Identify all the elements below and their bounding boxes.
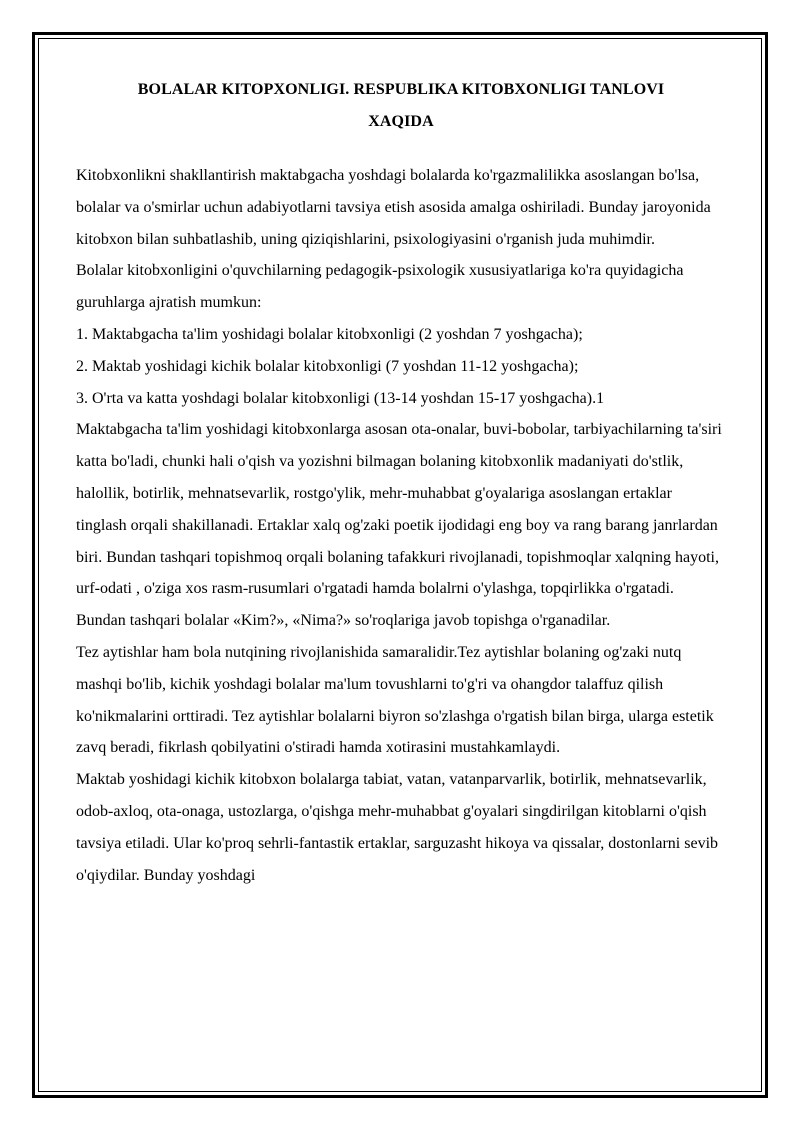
list-item: 3. O'rta va katta yoshdagi bolalar kitobxonligi (13-14 yoshdan 15-17 yoshgacha).1 — [76, 389, 605, 407]
paragraph: Bolalar kitobxonligini o'quvchilarning pedagogik-psixologik xususiyatlariga ko'ra quyidagicha guruhlarga ajratish mumkun: — [76, 262, 684, 312]
title-line-1: BOLALAR KITOPXONLIGI. RESPUBLIKA KITOBXONLIGI TANLOVI — [137, 81, 665, 98]
paragraph: Maktab yoshidagi kichik kitobxon bolalarga tabiat, vatan, vatanparvarlik, botirlik, mehnatsevarlik, odob-axloq, ota-onaga, ustozlarga, o'qishga mehr-muhabbat g'oyalari singdirilgan kitoblarni o'qish tavsiya etiladi. Ular ko'proq sehrli-fantastik ertaklar, sarguzasht hikoya va qissalar, dostonlarni sevib o'qiydilar. Bunday yoshdagi — [76, 771, 719, 884]
list-item: 2. Maktab yoshidagi kichik bolalar kitobxonligi (7 yoshdan 11-12 yoshgacha); — [76, 357, 579, 375]
paragraph: Tez aytishlar ham bola nutqining rivojlanishida samaralidir.Tez aytishlar bolaning og'zaki nutq mashqi bo'lib, kichik yoshdagi bolalar ma'lum tovushlarni to'g'ri va ohangdor talaffuz qilish ko'nikmalarini orttiradi. Tez aytishlar bolalarni biyron so'zlashga o'rgatish bilan birga, ularga estetik zavq beradi, fikrlash qobilyatini o'stiradi hamda xotirasini mustahkamlaydi. — [76, 643, 714, 757]
paragraph: Maktabgacha ta'lim yoshidagi kitobxonlarga asosan ota-onalar, buvi-bobolar, tarbiyachilarning ta'siri katta bo'ladi, chunki hali o'qish va yozishni bilmagan bolaning kitobxonlik madaniyati do'stlik, halollik, botirlik, mehnatsevarlik, rostgo'ylik, mehr-muhabbat g'oyalariga asoslangan ertaklar tinglash orqali shakillanadi. Ertaklar xalq og'zaki poetik ijodidagi eng boy va rang barang janrlardan biri. Bundan tashqari topishmoq orqali bolaning tafakkuri rivojlanadi, topishmoqlar xalqning hayoti, urf-odati , o'ziga xos rasm-rusumlari o'rgatadi hamda bolalrni o'ylashga, topqirlikka o'rgatadi. Bundan tashqari bolalar «Kim?», «Nima?» so'roqlariga javob topishga o'rganadilar. — [76, 421, 722, 630]
list-item: 1. Maktabgacha ta'lim yoshidagi bolalar kitobxonligi (2 yoshdan 7 yoshgacha); — [76, 325, 583, 343]
document-title — [76, 74, 726, 138]
document-body — [76, 74, 726, 891]
paragraph: Kitobxonlikni shakllantirish maktabgacha yoshdagi bolalarda ko'rgazmalilikka asoslangan bo'lsa, bolalar va o'smirlar uchun adabiyotlarni tavsiya etish asosida amalga oshiriladi. Bunday jaroyonida kitobxon bilan suhbatlashib, uning qiziqishlarini, psixologiyasini o'rganish juda muhimdir. — [76, 167, 711, 248]
title-line-2: XAQIDA — [368, 113, 434, 130]
